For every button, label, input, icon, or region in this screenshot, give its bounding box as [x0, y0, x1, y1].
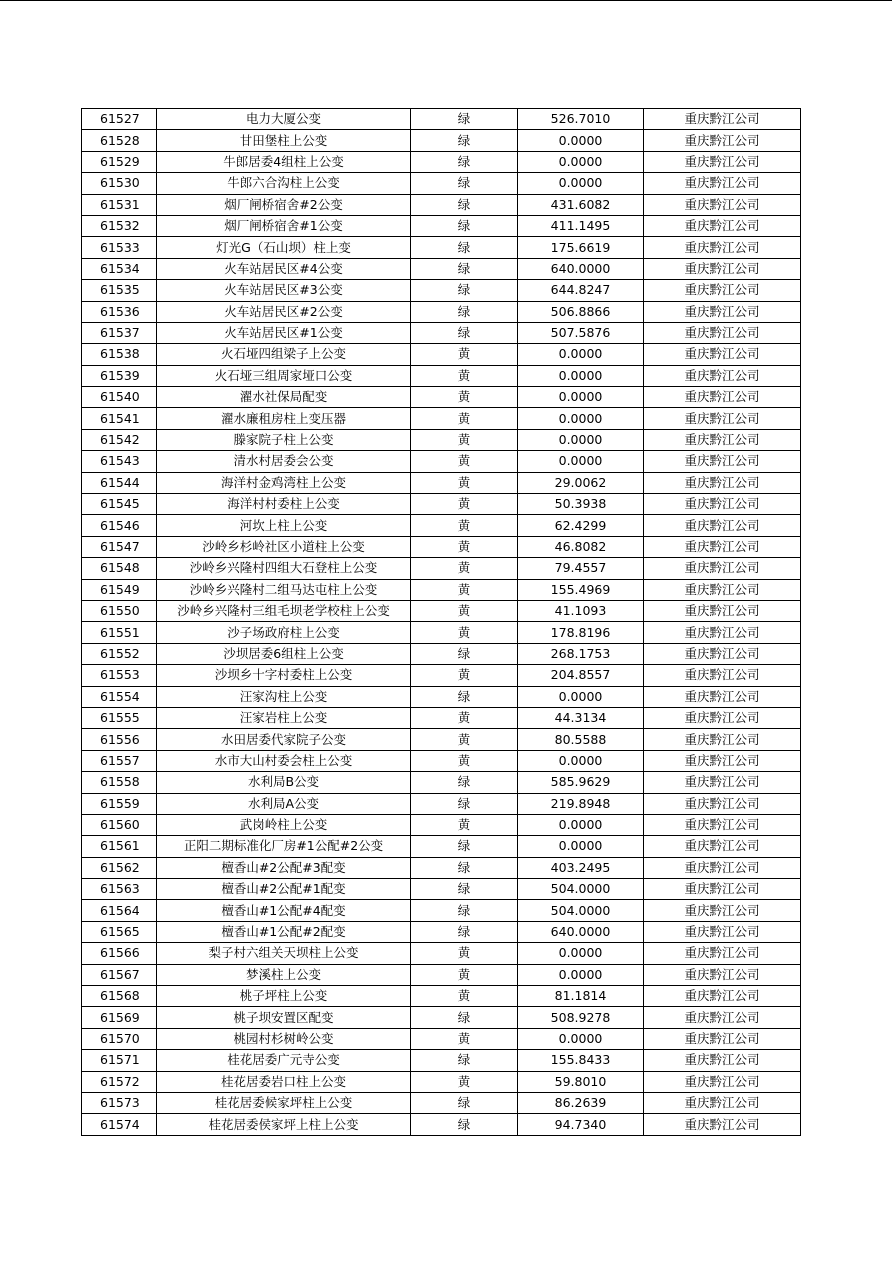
table-row [82, 857, 801, 878]
cell-company: 重庆黔江公司 [644, 194, 801, 215]
cell-status-color: 绿 [411, 237, 518, 258]
cell-company: 重庆黔江公司 [644, 151, 801, 172]
table-row [82, 900, 801, 921]
cell-value: 507.5876 [518, 322, 644, 343]
cell-status-color: 黄 [411, 344, 518, 365]
cell-name: 桂花居委广元寺公变 [157, 1050, 411, 1071]
cell-name: 檀香山#2公配#3配变 [157, 857, 411, 878]
cell-status-color: 绿 [411, 109, 518, 130]
cell-value: 431.6082 [518, 194, 644, 215]
cell-name: 桃子坪柱上公变 [157, 986, 411, 1007]
cell-company: 重庆黔江公司 [644, 472, 801, 493]
table-row [82, 215, 801, 236]
table-row [82, 558, 801, 579]
cell-name: 火车站居民区#2公变 [157, 301, 411, 322]
cell-name: 沙岭乡兴隆村三组毛坝老学校柱上公变 [157, 600, 411, 621]
cell-company: 重庆黔江公司 [644, 536, 801, 557]
cell-value: 178.8196 [518, 622, 644, 643]
cell-value: 219.8948 [518, 793, 644, 814]
table-row [82, 258, 801, 279]
cell-id: 61565 [82, 921, 157, 942]
cell-name: 水市大山村委会柱上公变 [157, 750, 411, 771]
cell-value: 59.8010 [518, 1071, 644, 1092]
table-row [82, 1050, 801, 1071]
cell-value: 0.0000 [518, 814, 644, 835]
cell-company: 重庆黔江公司 [644, 451, 801, 472]
table-row [82, 451, 801, 472]
cell-company: 重庆黔江公司 [644, 237, 801, 258]
cell-id: 61550 [82, 600, 157, 621]
cell-id: 61563 [82, 879, 157, 900]
cell-name: 武岗岭柱上公变 [157, 814, 411, 835]
cell-status-color: 绿 [411, 322, 518, 343]
table-row [82, 879, 801, 900]
cell-id: 61570 [82, 1028, 157, 1049]
cell-value: 0.0000 [518, 408, 644, 429]
cell-value: 0.0000 [518, 686, 644, 707]
cell-value: 504.0000 [518, 900, 644, 921]
cell-company: 重庆黔江公司 [644, 772, 801, 793]
cell-company: 重庆黔江公司 [644, 900, 801, 921]
table-row [82, 130, 801, 151]
cell-id: 61546 [82, 515, 157, 536]
cell-company: 重庆黔江公司 [644, 301, 801, 322]
cell-status-color: 黄 [411, 750, 518, 771]
cell-name: 河坎上柱上公变 [157, 515, 411, 536]
cell-value: 0.0000 [518, 151, 644, 172]
cell-name: 水利局B公变 [157, 772, 411, 793]
cell-status-color: 绿 [411, 215, 518, 236]
cell-name: 桂花居委候家坪柱上公变 [157, 1092, 411, 1113]
cell-id: 61533 [82, 237, 157, 258]
cell-value: 0.0000 [518, 451, 644, 472]
cell-status-color: 绿 [411, 857, 518, 878]
table-row [82, 836, 801, 857]
cell-id: 61532 [82, 215, 157, 236]
cell-id: 61540 [82, 387, 157, 408]
cell-status-color: 黄 [411, 986, 518, 1007]
cell-value: 0.0000 [518, 130, 644, 151]
cell-value: 0.0000 [518, 173, 644, 194]
cell-company: 重庆黔江公司 [644, 173, 801, 194]
cell-id: 61571 [82, 1050, 157, 1071]
cell-company: 重庆黔江公司 [644, 600, 801, 621]
cell-id: 61528 [82, 130, 157, 151]
table-row [82, 194, 801, 215]
cell-id: 61539 [82, 365, 157, 386]
page-top-border [0, 0, 892, 1]
table-row [82, 173, 801, 194]
cell-id: 61541 [82, 408, 157, 429]
cell-id: 61553 [82, 665, 157, 686]
cell-name: 牛郎居委4组柱上公变 [157, 151, 411, 172]
cell-value: 268.1753 [518, 643, 644, 664]
cell-value: 0.0000 [518, 964, 644, 985]
cell-status-color: 黄 [411, 365, 518, 386]
table-row [82, 686, 801, 707]
transformer-table [81, 108, 801, 1136]
cell-status-color: 绿 [411, 1114, 518, 1135]
cell-id: 61529 [82, 151, 157, 172]
cell-status-color: 绿 [411, 793, 518, 814]
cell-name: 汪家岩柱上公变 [157, 707, 411, 728]
table-row [82, 707, 801, 728]
table-row [82, 494, 801, 515]
cell-status-color: 黄 [411, 579, 518, 600]
cell-company: 重庆黔江公司 [644, 814, 801, 835]
cell-value: 644.8247 [518, 280, 644, 301]
cell-company: 重庆黔江公司 [644, 408, 801, 429]
cell-id: 61569 [82, 1007, 157, 1028]
cell-company: 重庆黔江公司 [644, 836, 801, 857]
cell-company: 重庆黔江公司 [644, 964, 801, 985]
cell-company: 重庆黔江公司 [644, 258, 801, 279]
cell-value: 79.4557 [518, 558, 644, 579]
table-row [82, 515, 801, 536]
cell-company: 重庆黔江公司 [644, 707, 801, 728]
cell-value: 526.7010 [518, 109, 644, 130]
cell-status-color: 绿 [411, 1050, 518, 1071]
cell-id: 61527 [82, 109, 157, 130]
cell-id: 61558 [82, 772, 157, 793]
cell-id: 61544 [82, 472, 157, 493]
cell-company: 重庆黔江公司 [644, 793, 801, 814]
cell-status-color: 绿 [411, 258, 518, 279]
cell-id: 61551 [82, 622, 157, 643]
cell-id: 61573 [82, 1092, 157, 1113]
cell-name: 桃子坝安置区配变 [157, 1007, 411, 1028]
cell-value: 585.9629 [518, 772, 644, 793]
cell-status-color: 黄 [411, 408, 518, 429]
cell-id: 61531 [82, 194, 157, 215]
cell-name: 檀香山#1公配#2配变 [157, 921, 411, 942]
cell-status-color: 黄 [411, 429, 518, 450]
cell-id: 61534 [82, 258, 157, 279]
cell-value: 403.2495 [518, 857, 644, 878]
cell-status-color: 黄 [411, 472, 518, 493]
cell-value: 155.4969 [518, 579, 644, 600]
cell-value: 29.0062 [518, 472, 644, 493]
cell-id: 61555 [82, 707, 157, 728]
cell-id: 61543 [82, 451, 157, 472]
cell-company: 重庆黔江公司 [644, 622, 801, 643]
cell-id: 61574 [82, 1114, 157, 1135]
cell-status-color: 绿 [411, 280, 518, 301]
cell-status-color: 绿 [411, 900, 518, 921]
cell-status-color: 黄 [411, 1028, 518, 1049]
cell-name: 火石垭三组周家垭口公变 [157, 365, 411, 386]
cell-company: 重庆黔江公司 [644, 130, 801, 151]
table-row [82, 750, 801, 771]
table-row [82, 579, 801, 600]
table-body [82, 109, 801, 1136]
table-row [82, 280, 801, 301]
cell-company: 重庆黔江公司 [644, 986, 801, 1007]
cell-status-color: 绿 [411, 772, 518, 793]
cell-status-color: 绿 [411, 836, 518, 857]
cell-company: 重庆黔江公司 [644, 494, 801, 515]
cell-value: 44.3134 [518, 707, 644, 728]
cell-id: 61561 [82, 836, 157, 857]
table-row [82, 1071, 801, 1092]
cell-id: 61542 [82, 429, 157, 450]
cell-status-color: 黄 [411, 665, 518, 686]
cell-name: 檀香山#1公配#4配变 [157, 900, 411, 921]
cell-id: 61538 [82, 344, 157, 365]
cell-status-color: 绿 [411, 173, 518, 194]
table-row [82, 729, 801, 750]
cell-status-color: 黄 [411, 494, 518, 515]
cell-status-color: 绿 [411, 151, 518, 172]
table-row [82, 643, 801, 664]
cell-name: 沙坝乡十字村委柱上公变 [157, 665, 411, 686]
table-row [82, 943, 801, 964]
cell-status-color: 黄 [411, 451, 518, 472]
cell-company: 重庆黔江公司 [644, 387, 801, 408]
cell-id: 61562 [82, 857, 157, 878]
cell-company: 重庆黔江公司 [644, 1071, 801, 1092]
cell-name: 梦溪柱上公变 [157, 964, 411, 985]
table-row [82, 814, 801, 835]
cell-value: 94.7340 [518, 1114, 644, 1135]
cell-name: 正阳二期标准化厂房#1公配#2公变 [157, 836, 411, 857]
cell-status-color: 黄 [411, 964, 518, 985]
cell-status-color: 黄 [411, 1071, 518, 1092]
cell-name: 濯水廉租房柱上变压器 [157, 408, 411, 429]
cell-company: 重庆黔江公司 [644, 365, 801, 386]
cell-name: 海洋村村委柱上公变 [157, 494, 411, 515]
cell-status-color: 黄 [411, 622, 518, 643]
cell-id: 61564 [82, 900, 157, 921]
cell-value: 508.9278 [518, 1007, 644, 1028]
cell-status-color: 黄 [411, 729, 518, 750]
cell-name: 水田居委代家院子公变 [157, 729, 411, 750]
table-row [82, 344, 801, 365]
cell-company: 重庆黔江公司 [644, 921, 801, 942]
cell-id: 61572 [82, 1071, 157, 1092]
cell-value: 81.1814 [518, 986, 644, 1007]
cell-status-color: 绿 [411, 130, 518, 151]
cell-id: 61552 [82, 643, 157, 664]
cell-name: 沙子场政府柱上公变 [157, 622, 411, 643]
cell-name: 檀香山#2公配#1配变 [157, 879, 411, 900]
cell-value: 204.8557 [518, 665, 644, 686]
cell-status-color: 绿 [411, 194, 518, 215]
cell-name: 汪家沟柱上公变 [157, 686, 411, 707]
cell-value: 175.6619 [518, 237, 644, 258]
cell-id: 61560 [82, 814, 157, 835]
cell-value: 46.8082 [518, 536, 644, 557]
cell-value: 0.0000 [518, 429, 644, 450]
cell-name: 甘田堡柱上公变 [157, 130, 411, 151]
cell-value: 0.0000 [518, 344, 644, 365]
cell-name: 沙岭乡兴隆村二组马达屯柱上公变 [157, 579, 411, 600]
cell-name: 桂花居委岩口柱上公变 [157, 1071, 411, 1092]
table-row [82, 301, 801, 322]
cell-name: 桃园村杉树岭公变 [157, 1028, 411, 1049]
table-row [82, 322, 801, 343]
cell-status-color: 绿 [411, 301, 518, 322]
cell-company: 重庆黔江公司 [644, 1050, 801, 1071]
table-row [82, 986, 801, 1007]
cell-id: 61535 [82, 280, 157, 301]
table-row [82, 921, 801, 942]
table-row [82, 964, 801, 985]
cell-company: 重庆黔江公司 [644, 515, 801, 536]
cell-name: 火车站居民区#1公变 [157, 322, 411, 343]
cell-status-color: 黄 [411, 558, 518, 579]
cell-value: 86.2639 [518, 1092, 644, 1113]
cell-company: 重庆黔江公司 [644, 579, 801, 600]
cell-company: 重庆黔江公司 [644, 857, 801, 878]
table-row [82, 237, 801, 258]
cell-name: 滕家院子柱上公变 [157, 429, 411, 450]
cell-status-color: 黄 [411, 707, 518, 728]
table-row [82, 1028, 801, 1049]
cell-status-color: 绿 [411, 921, 518, 942]
cell-status-color: 黄 [411, 943, 518, 964]
cell-id: 61557 [82, 750, 157, 771]
cell-value: 50.3938 [518, 494, 644, 515]
cell-company: 重庆黔江公司 [644, 322, 801, 343]
cell-company: 重庆黔江公司 [644, 1007, 801, 1028]
cell-company: 重庆黔江公司 [644, 344, 801, 365]
cell-name: 烟厂闸桥宿舍#2公变 [157, 194, 411, 215]
cell-id: 61549 [82, 579, 157, 600]
cell-name: 烟厂闸桥宿舍#1公变 [157, 215, 411, 236]
cell-value: 155.8433 [518, 1050, 644, 1071]
cell-id: 61547 [82, 536, 157, 557]
table-row [82, 772, 801, 793]
cell-id: 61536 [82, 301, 157, 322]
cell-value: 80.5588 [518, 729, 644, 750]
cell-id: 61554 [82, 686, 157, 707]
table-row [82, 665, 801, 686]
cell-status-color: 绿 [411, 1092, 518, 1113]
cell-id: 61537 [82, 322, 157, 343]
table-row [82, 1007, 801, 1028]
cell-name: 海洋村金鸡湾柱上公变 [157, 472, 411, 493]
cell-id: 61566 [82, 943, 157, 964]
cell-status-color: 黄 [411, 515, 518, 536]
cell-value: 0.0000 [518, 750, 644, 771]
cell-name: 火车站居民区#4公变 [157, 258, 411, 279]
cell-company: 重庆黔江公司 [644, 879, 801, 900]
cell-value: 506.8866 [518, 301, 644, 322]
cell-company: 重庆黔江公司 [644, 686, 801, 707]
cell-name: 清水村居委会公变 [157, 451, 411, 472]
cell-name: 火车站居民区#3公变 [157, 280, 411, 301]
cell-value: 640.0000 [518, 258, 644, 279]
cell-value: 411.1495 [518, 215, 644, 236]
cell-company: 重庆黔江公司 [644, 643, 801, 664]
cell-value: 0.0000 [518, 836, 644, 857]
table-row [82, 408, 801, 429]
cell-status-color: 绿 [411, 879, 518, 900]
table-row [82, 429, 801, 450]
cell-company: 重庆黔江公司 [644, 215, 801, 236]
cell-name: 沙岭乡杉岭社区小道柱上公变 [157, 536, 411, 557]
cell-company: 重庆黔江公司 [644, 1092, 801, 1113]
cell-name: 牛郎六合沟柱上公变 [157, 173, 411, 194]
cell-value: 62.4299 [518, 515, 644, 536]
cell-status-color: 黄 [411, 814, 518, 835]
cell-value: 0.0000 [518, 387, 644, 408]
cell-company: 重庆黔江公司 [644, 1028, 801, 1049]
cell-company: 重庆黔江公司 [644, 1114, 801, 1135]
cell-name: 濯水社保局配变 [157, 387, 411, 408]
cell-value: 41.1093 [518, 600, 644, 621]
cell-name: 梨子村六组关天坝柱上公变 [157, 943, 411, 964]
cell-status-color: 绿 [411, 1007, 518, 1028]
table-row [82, 1092, 801, 1113]
cell-id: 61530 [82, 173, 157, 194]
cell-name: 沙坝居委6组柱上公变 [157, 643, 411, 664]
table-row [82, 472, 801, 493]
table-row [82, 1114, 801, 1135]
cell-company: 重庆黔江公司 [644, 750, 801, 771]
cell-status-color: 绿 [411, 643, 518, 664]
cell-status-color: 黄 [411, 387, 518, 408]
cell-id: 61545 [82, 494, 157, 515]
cell-name: 水利局A公变 [157, 793, 411, 814]
table-row [82, 793, 801, 814]
cell-id: 61556 [82, 729, 157, 750]
table-row [82, 109, 801, 130]
cell-id: 61548 [82, 558, 157, 579]
cell-company: 重庆黔江公司 [644, 558, 801, 579]
cell-value: 504.0000 [518, 879, 644, 900]
table-row [82, 365, 801, 386]
cell-value: 0.0000 [518, 365, 644, 386]
cell-id: 61559 [82, 793, 157, 814]
cell-status-color: 绿 [411, 686, 518, 707]
cell-company: 重庆黔江公司 [644, 280, 801, 301]
table-row [82, 622, 801, 643]
cell-name: 火石垭四组梁子上公变 [157, 344, 411, 365]
cell-company: 重庆黔江公司 [644, 665, 801, 686]
cell-value: 0.0000 [518, 943, 644, 964]
cell-company: 重庆黔江公司 [644, 943, 801, 964]
cell-status-color: 黄 [411, 600, 518, 621]
table-row [82, 151, 801, 172]
cell-company: 重庆黔江公司 [644, 729, 801, 750]
cell-id: 61568 [82, 986, 157, 1007]
cell-status-color: 黄 [411, 536, 518, 557]
table-row [82, 536, 801, 557]
cell-name: 桂花居委侯家坪上柱上公变 [157, 1114, 411, 1135]
cell-company: 重庆黔江公司 [644, 429, 801, 450]
cell-company: 重庆黔江公司 [644, 109, 801, 130]
table-row [82, 600, 801, 621]
cell-name: 沙岭乡兴隆村四组大石登柱上公变 [157, 558, 411, 579]
table-row [82, 387, 801, 408]
cell-id: 61567 [82, 964, 157, 985]
cell-value: 640.0000 [518, 921, 644, 942]
cell-value: 0.0000 [518, 1028, 644, 1049]
cell-name: 灯光G（石山坝）柱上变 [157, 237, 411, 258]
cell-name: 电力大厦公变 [157, 109, 411, 130]
